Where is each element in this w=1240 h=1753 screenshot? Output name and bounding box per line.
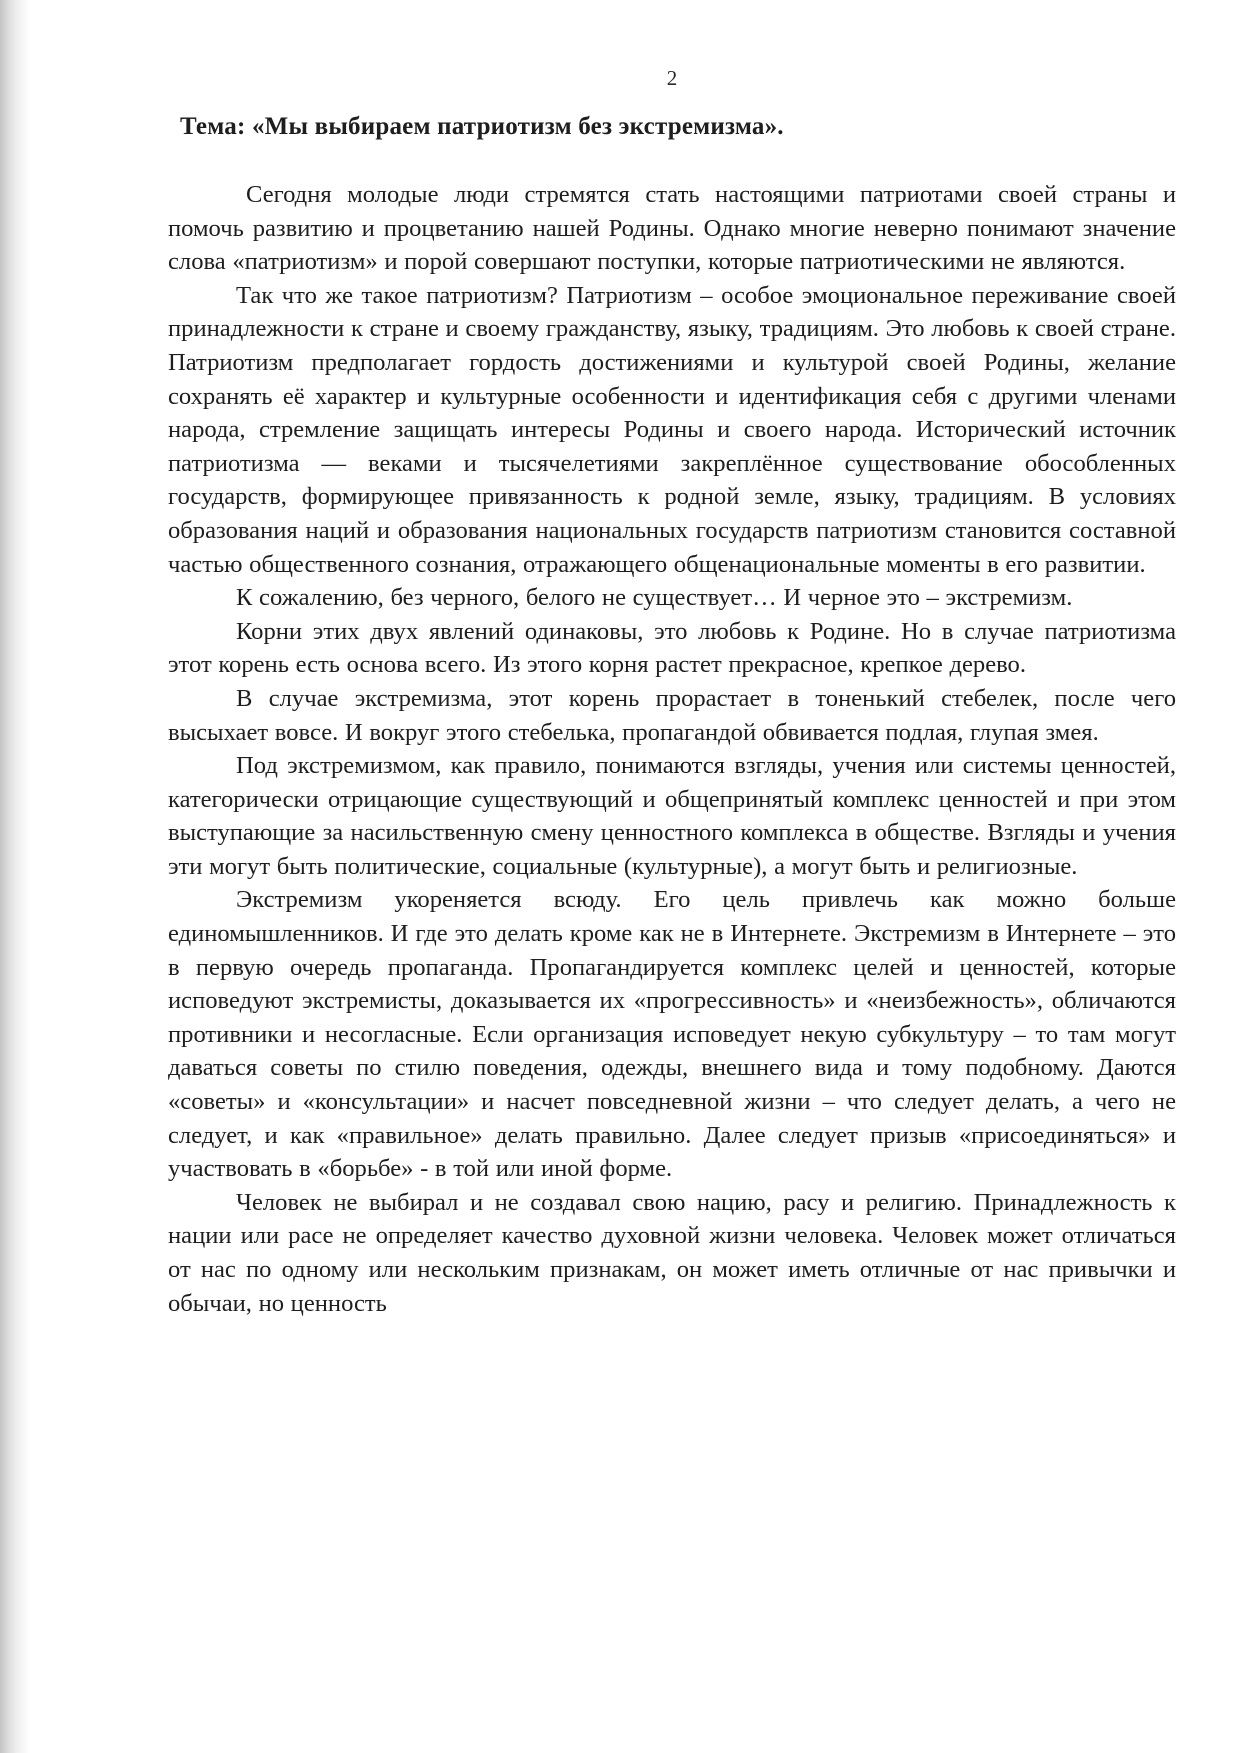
paragraph: Экстремизм укореняется всюду. Его цель привлечь как можно больше единомышленников. И где это делать кроме как не в Интернете. Экстремизм в Интернете – это в первую очередь пропаганда. Пропагандируется комплекс целей и ценностей, которые исповедуют экстремисты, доказывается их «прогрессивность» и «неизбежность», обличаются противники и несогласные. Если организация исповедует некую субкультуру – то там могут даваться советы по стилю поведения, одежды, внешнего вида и тому подобному. Даются «советы» и «консультации» и насчет повседневной жизни – что следует делать, а чего не следует, и как «правильное» делать правильно. Далее следует призыв «присоединяться» и участвовать в «борьбе» - в той или иной форме. <box>168 886 1176 1183</box>
paragraph: Человек не выбирал и не создавал свою нацию, расу и религию. Принадлежность к нации или расе не определяет качество духовной жизни человека. Человек может отличаться от нас по одному или нескольким признакам, он может иметь отличные от нас привычки и обычаи, но ценность <box>168 1188 1176 1317</box>
paragraph: Сегодня молодые люди стремятся стать настоящими патриотами своей страны и помочь развитию и процветанию нашей Родины. Однако многие неверно понимают значение слова «патриотизм» и порой совершают поступки, которые патриотическими не являются. <box>168 181 1176 276</box>
paragraph: В случае экстремизма, этот корень прорастает в тоненький стебелек, после чего высыхает вовсе. И вокруг этого стебелька, пропагандой обвивается подлая, глупая змея. <box>168 684 1176 746</box>
paragraph: Так что же такое патриотизм? Патриотизм – особое эмоциональное переживание своей принадлежности к стране и своему гражданству, языку, традициям. Это любовь к своей стране. Патриотизм предполагает гордость достижениями и культурой своей Родины, желание сохранять её характер и культурные особенности и идентификация себя с другими членами народа, стремление защищать интересы Родины и своего народа. Исторический источник патриотизма — веками и тысячелетиями закреплённое существование обособленных государств, формирующее привязанность к родной земле, языку, традициям. В условиях образования наций и образования национальных государств патриотизм становится составной частью общественного сознания, отражающего общенациональные моменты в его развитии. <box>168 281 1176 578</box>
paragraph: К сожалению, без черного, белого не существует… И черное это – экстремизм. <box>236 584 1073 612</box>
scan-shadow-edge <box>0 0 30 1753</box>
paragraph: Корни этих двух явлений одинаковы, это любовь к Родине. Но в случае патриотизма этот корень есть основа всего. Из этого корня растет прекрасное, крепкое дерево. <box>168 617 1176 679</box>
document-body <box>168 110 1176 1320</box>
paragraph: Под экстремизмом, как правило, понимаются взгляды, учения или системы ценностей, категорически отрицающие существующий и общепринятый комплекс ценностей и при этом выступающие за насильственную смену ценностного комплекса в обществе. Взгляды и учения эти могут быть политические, социальные (культурные), а могут быть и религиозные. <box>168 752 1176 880</box>
page-number: 2 <box>666 66 678 90</box>
document-title: Тема: «Мы выбираем патриотизм без экстремизма». <box>180 113 784 140</box>
